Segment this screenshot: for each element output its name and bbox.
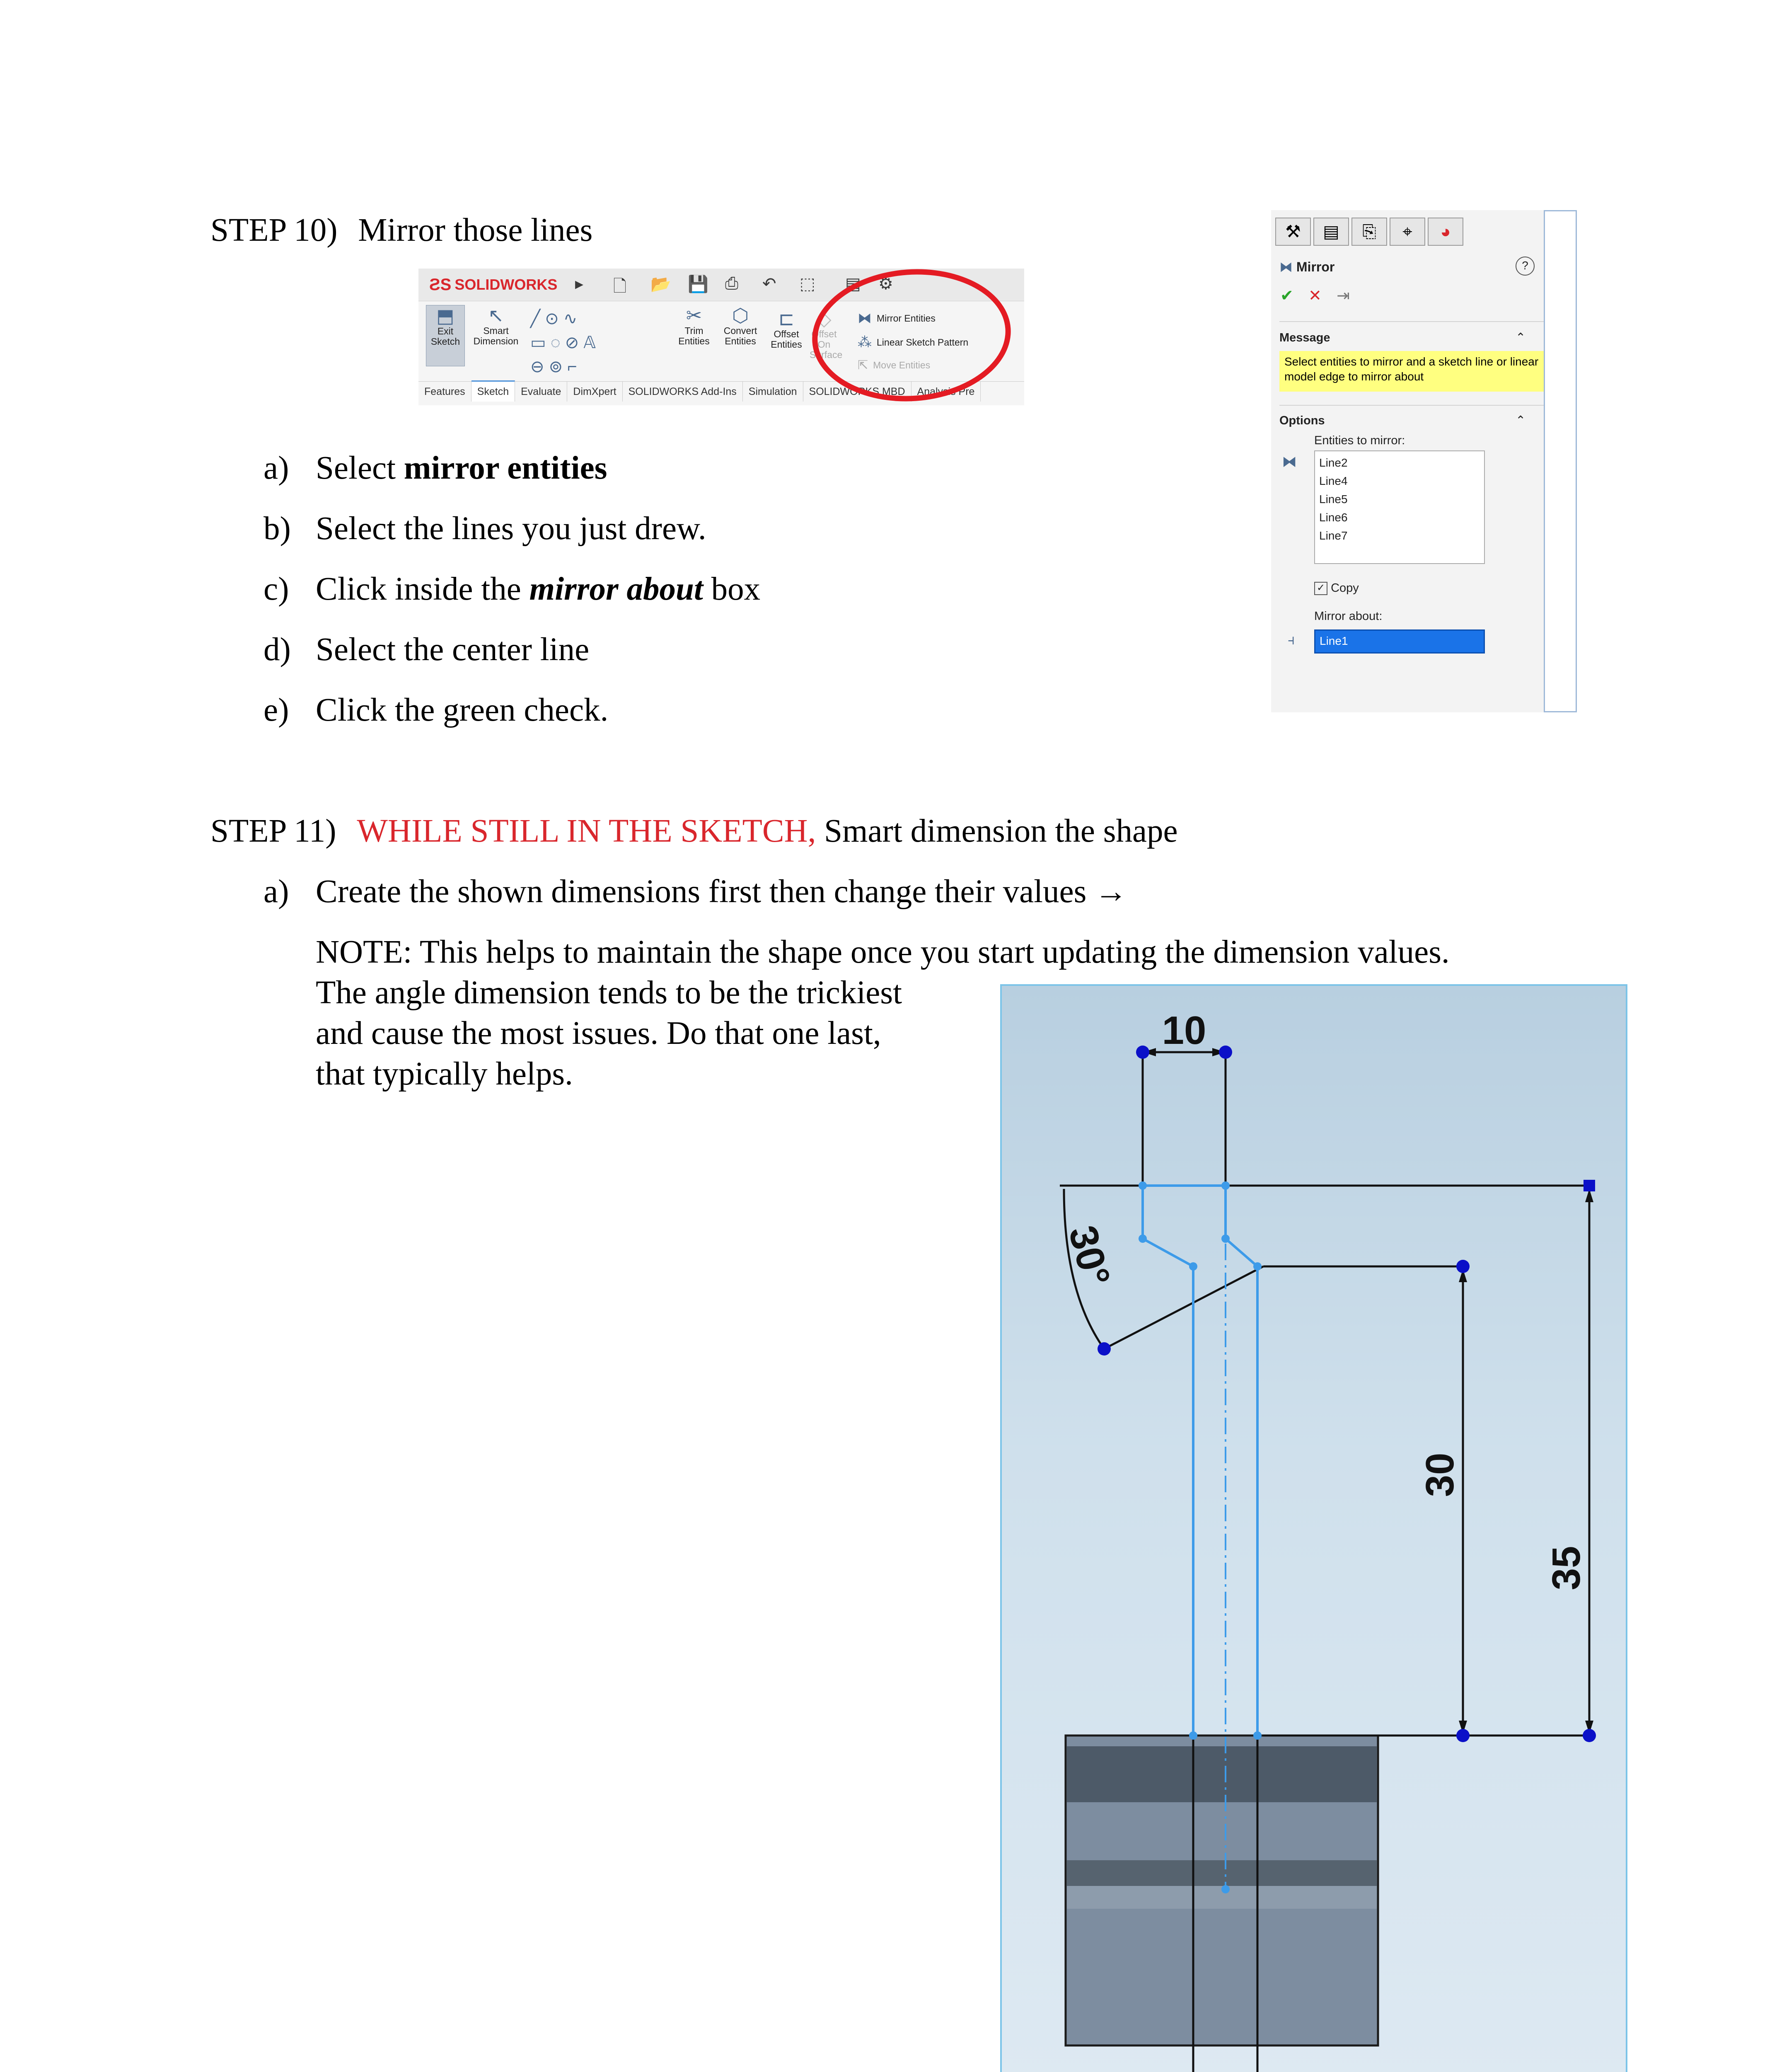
- pm-title: ⧓ Mirror: [1279, 259, 1335, 274]
- mirror-icon: ⧓: [1279, 259, 1296, 274]
- property-manager-tab-icon[interactable]: ▤: [1313, 218, 1349, 246]
- step10-item-d: d) Select the center line: [264, 632, 590, 668]
- step11-title: Smart dimension the shape: [816, 813, 1178, 849]
- help-icon[interactable]: ?: [1516, 257, 1535, 276]
- step10-item-e: e) Click the green check.: [264, 692, 609, 728]
- mirror-property-manager: [1271, 210, 1577, 712]
- dimension-top[interactable]: 10: [1162, 1008, 1206, 1053]
- dimension-35[interactable]: 35: [1544, 1546, 1588, 1590]
- sketch-tools-grid: [530, 307, 692, 379]
- dimension-30[interactable]: 30: [1418, 1452, 1462, 1497]
- step11-item-a: a) Create the shown dimensions first then change their values →: [264, 874, 1128, 910]
- tab-evaluate[interactable]: Evaluate: [515, 382, 567, 402]
- sketch-drawing: [1000, 984, 1627, 2072]
- offset-entities-icon: ⊏: [778, 308, 795, 329]
- trim-entities-button[interactable]: ✂ Trim Entities: [671, 305, 717, 346]
- list-item[interactable]: Line4: [1319, 474, 1348, 487]
- line-circle-spline-tools[interactable]: ╱ ⊙ ∿: [530, 310, 578, 328]
- options-header[interactable]: Options: [1279, 414, 1325, 427]
- step11-heading: [210, 815, 1178, 847]
- tab-sketch[interactable]: Sketch: [471, 380, 515, 402]
- pm-message: Select entities to mirror and a sketch line or linear model edge to mirror about: [1279, 351, 1565, 392]
- smart-dimension-icon: ↖: [488, 305, 504, 326]
- configuration-tab-icon[interactable]: ⎘: [1351, 218, 1387, 246]
- step11-label: STEP 11): [210, 813, 336, 849]
- offset-entities-button[interactable]: ⊏ Offset Entities: [765, 308, 808, 350]
- step10-item-b: b) Select the lines you just drew.: [264, 511, 706, 547]
- slot-point-fillet-tools[interactable]: ⊖ ⊚ ⌐: [530, 358, 577, 376]
- list-item[interactable]: Line7: [1319, 529, 1348, 542]
- tab-features[interactable]: Features: [418, 382, 471, 402]
- cancel-x-icon[interactable]: ✕: [1308, 287, 1322, 305]
- step10-label: STEP 10): [210, 212, 338, 248]
- step10-item-a: a) Select mirror entities: [264, 450, 607, 486]
- ds-logo-icon: ƧS: [429, 275, 452, 294]
- copy-checkbox[interactable]: ✓ Copy: [1314, 581, 1359, 595]
- pm-scrollbar[interactable]: [1544, 210, 1577, 712]
- mirror-about-icon: ⫞: [1288, 632, 1295, 648]
- select-icon[interactable]: ⬚: [800, 275, 815, 293]
- smart-dimension-button[interactable]: ↖ Smart Dimension: [469, 305, 523, 346]
- list-item[interactable]: Line2: [1319, 456, 1348, 469]
- move-entities-icon: ⇱: [858, 358, 868, 372]
- entities-mirror-icon: ⧓: [1282, 453, 1297, 470]
- expand-arrow-icon[interactable]: ▸: [575, 275, 584, 293]
- mirror-about-field[interactable]: Line1: [1314, 629, 1485, 654]
- checkbox-checked-icon[interactable]: ✓: [1314, 582, 1327, 595]
- step11-highlight: WHILE STILL IN THE SKETCH,: [357, 813, 816, 849]
- list-item[interactable]: Line5: [1319, 493, 1348, 506]
- dimxpert-tab-icon[interactable]: ⌖: [1390, 218, 1425, 246]
- rebuild-icon[interactable]: ▤: [845, 275, 861, 293]
- step10-item-c: c) Click inside the mirror about box: [264, 571, 761, 607]
- base-band-mid: [1067, 1860, 1377, 1886]
- mirror-entities-icon: ⧓: [858, 310, 872, 326]
- offset-on-surface-icon: ◇: [817, 308, 832, 329]
- tab-simulation[interactable]: Simulation: [743, 382, 803, 402]
- save-icon[interactable]: 💾: [688, 275, 708, 293]
- tab-dimxpert[interactable]: DimXpert: [567, 382, 622, 402]
- pushpin-icon[interactable]: ⇥: [1337, 287, 1350, 305]
- note-line-4: that typically helps.: [316, 1056, 573, 1092]
- mirror-entities-command[interactable]: ⧓ Mirror Entities: [858, 310, 936, 326]
- feature-manager-tab-icon[interactable]: ⚒: [1275, 218, 1311, 246]
- linear-sketch-pattern-command[interactable]: ⁂ Linear Sketch Pattern: [858, 334, 969, 350]
- convert-entities-icon: ⬡: [732, 305, 749, 326]
- note-line-2: The angle dimension tends to be the trickiest: [316, 975, 902, 1011]
- exit-sketch-icon: ⬒: [436, 305, 455, 327]
- tab-mbd[interactable]: SOLIDWORKS MBD: [803, 382, 911, 402]
- entities-label: Entities to mirror:: [1314, 434, 1405, 447]
- print-icon[interactable]: ⎙: [725, 274, 738, 293]
- tab-addins[interactable]: SOLIDWORKS Add-Ins: [623, 382, 743, 402]
- note-line-3: and cause the most issues. Do that one last,: [316, 1015, 881, 1051]
- message-header[interactable]: Message: [1279, 331, 1330, 344]
- linear-pattern-icon: ⁂: [858, 334, 872, 350]
- solidworks-logo: ƧS SOLIDWORKS: [429, 275, 558, 294]
- base-band-top: [1067, 1746, 1377, 1802]
- offset-on-surface-button[interactable]: ◇ Offset On Surface: [810, 308, 843, 360]
- convert-entities-button[interactable]: ⬡ Convert Entities: [718, 305, 763, 346]
- tab-analysis[interactable]: Analysis Pre: [911, 382, 981, 402]
- exit-sketch-button[interactable]: ⬒ Exit Sketch: [426, 305, 465, 366]
- trim-entities-icon: ✂: [686, 305, 702, 326]
- display-manager-tab-icon[interactable]: ◕: [1428, 218, 1463, 246]
- note-line-1: NOTE: This helps to maintain the shape once you start updating the dimension values.: [316, 934, 1450, 970]
- undo-icon[interactable]: ↶: [762, 275, 776, 293]
- collapse-message-icon[interactable]: ⌃: [1516, 331, 1526, 344]
- divider: [1279, 405, 1565, 406]
- ok-check-icon[interactable]: ✔: [1280, 287, 1293, 305]
- move-entities-command[interactable]: ⇱ Move Entities: [858, 358, 931, 372]
- sketch-svg: [1002, 986, 1627, 2072]
- mirror-about-label: Mirror about:: [1314, 610, 1383, 623]
- step10-heading: [210, 214, 592, 247]
- divider: [1279, 321, 1565, 322]
- entities-to-mirror-list[interactable]: [1314, 450, 1485, 564]
- list-item[interactable]: Line6: [1319, 511, 1348, 524]
- collapse-options-icon[interactable]: ⌃: [1516, 414, 1526, 427]
- step10-title: Mirror those lines: [358, 212, 593, 248]
- options-gear-icon[interactable]: ⚙: [878, 275, 893, 293]
- rectangle-polygon-arc-tools[interactable]: ▭ ◌ ⊘ 𝔸: [530, 334, 596, 352]
- dimension-angle[interactable]: 30°: [1060, 1221, 1119, 1291]
- new-document-icon[interactable]: 🗋: [613, 277, 627, 295]
- open-icon[interactable]: 📂: [650, 275, 671, 293]
